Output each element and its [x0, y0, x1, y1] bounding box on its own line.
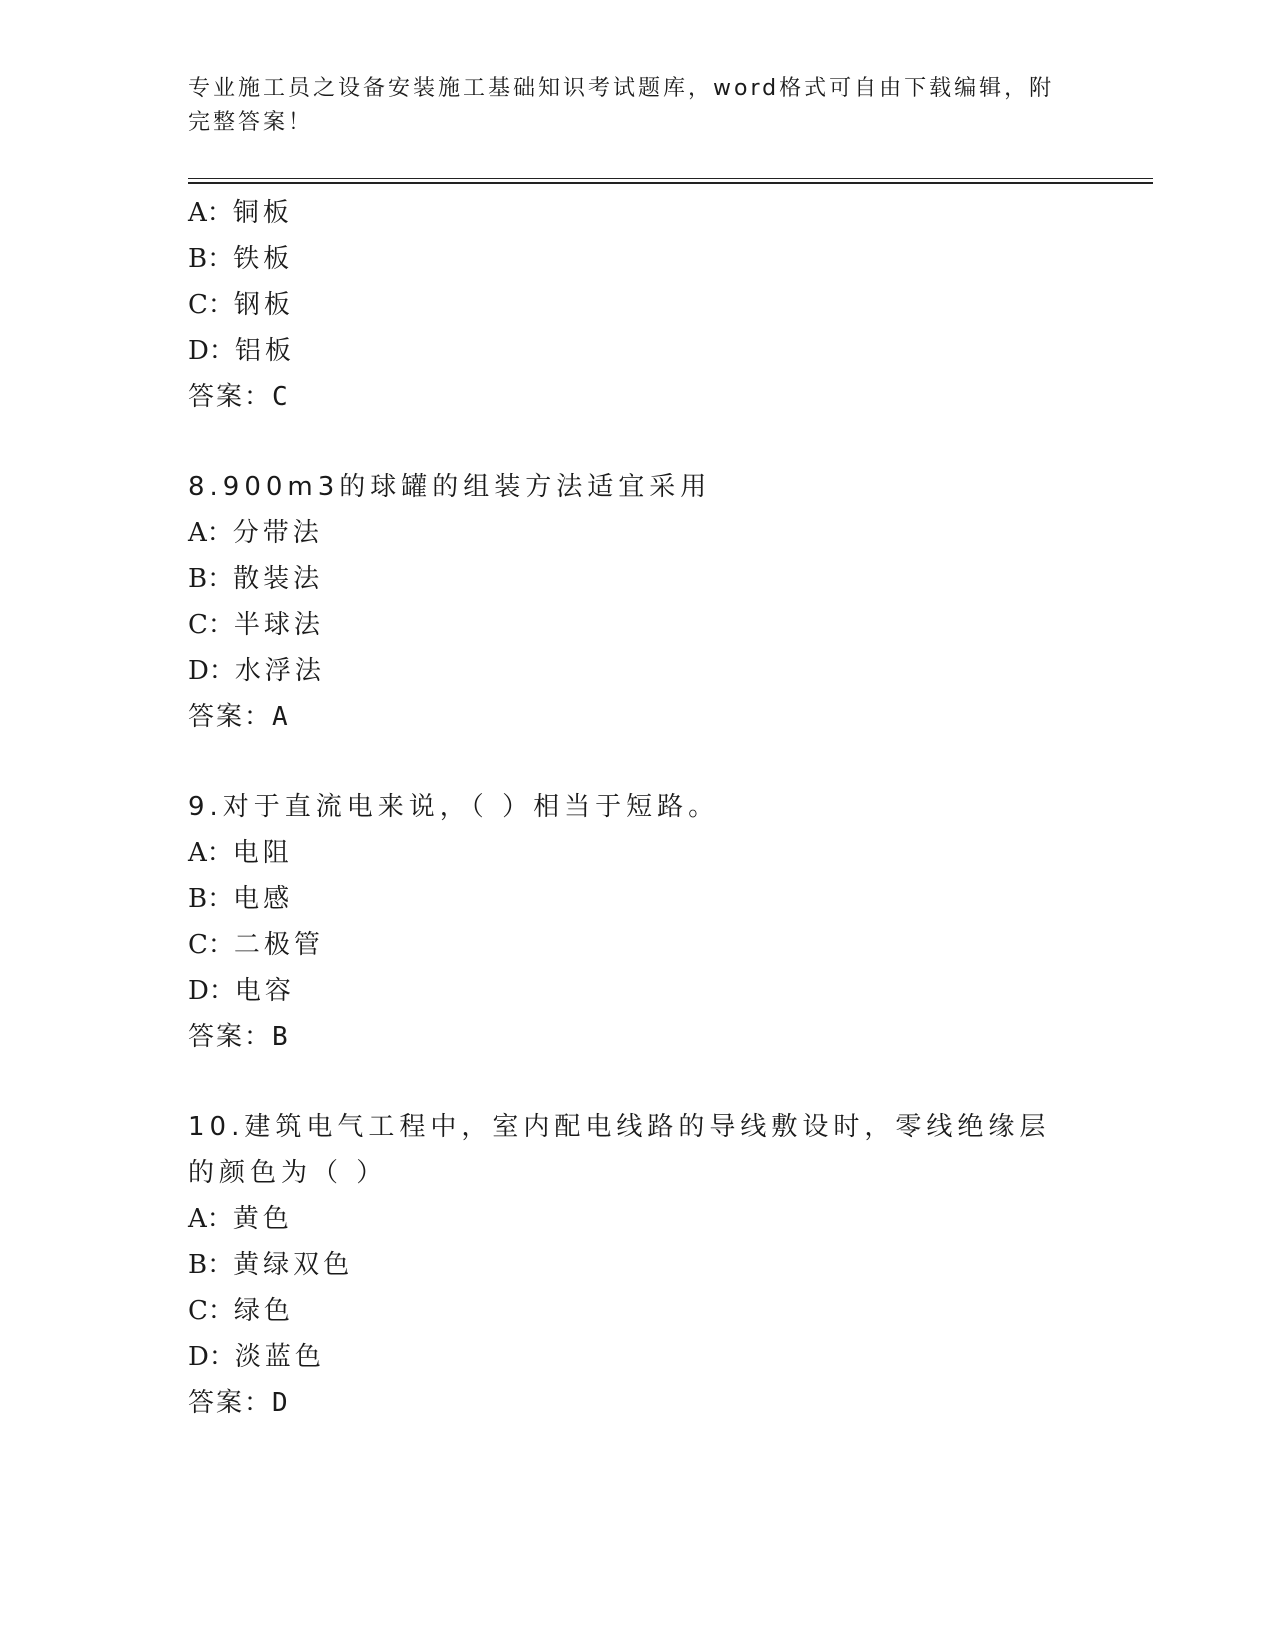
option-text: 二极管 — [233, 930, 324, 960]
option-letter: D： — [188, 656, 235, 686]
answer-value: D — [272, 1388, 290, 1418]
answer-label: 答案： — [188, 1022, 273, 1052]
option-text: 铁板 — [233, 244, 294, 274]
option-letter: C： — [188, 930, 234, 960]
header-rule-thick — [188, 182, 1153, 184]
question-block — [188, 464, 1148, 740]
option-a — [188, 1196, 1148, 1242]
block-spacer — [188, 1060, 1148, 1104]
question-block — [188, 1104, 1148, 1426]
option-d — [188, 1334, 1148, 1380]
option-letter: C： — [188, 1296, 234, 1326]
option-text: 淡蓝色 — [234, 1342, 325, 1372]
option-letter: A： — [188, 1204, 233, 1234]
option-d — [188, 968, 1148, 1014]
option-letter: C： — [188, 610, 234, 640]
answer-line — [188, 374, 1148, 420]
option-text: 铝板 — [234, 336, 295, 366]
option-text: 水浮法 — [234, 656, 325, 686]
answer-line — [188, 694, 1148, 740]
option-letter: A： — [188, 198, 233, 228]
block-spacer — [188, 740, 1148, 784]
option-a — [188, 190, 1148, 236]
document-header: 专业施工员之设备安装施工基础知识考试题库，word格式可自由下载编辑，附完整答案！ — [188, 76, 1055, 135]
option-text: 电容 — [234, 976, 295, 1006]
option-text: 铜板 — [232, 198, 293, 228]
option-b — [188, 236, 1148, 282]
answer-label: 答案： — [188, 702, 273, 732]
option-letter: B： — [188, 564, 234, 594]
option-c — [188, 282, 1148, 328]
option-b — [188, 556, 1148, 602]
answer-line — [188, 1014, 1148, 1060]
answer-value: C — [272, 382, 290, 412]
question-text: 8.900m3的球罐的组装方法适宜采用 — [188, 472, 712, 502]
block-spacer — [188, 420, 1148, 464]
question-text: 9.对于直流电来说，（ ）相当于短路。 — [188, 792, 720, 822]
question-block — [188, 190, 1148, 420]
option-letter: D： — [188, 976, 235, 1006]
option-b — [188, 1242, 1148, 1288]
option-d — [188, 648, 1148, 694]
option-letter: B： — [188, 244, 234, 274]
option-text: 散装法 — [233, 564, 324, 594]
answer-value: B — [272, 1022, 290, 1052]
option-text: 电阻 — [232, 838, 293, 868]
option-c — [188, 602, 1148, 648]
option-c — [188, 922, 1148, 968]
answer-label: 答案： — [188, 382, 273, 412]
option-letter: A： — [188, 518, 233, 548]
option-letter: D： — [188, 1342, 235, 1372]
option-letter: A： — [188, 838, 233, 868]
option-letter: B： — [188, 1250, 234, 1280]
option-text: 电感 — [233, 884, 294, 914]
option-c — [188, 1288, 1148, 1334]
question-list — [188, 190, 1148, 1426]
answer-line — [188, 1380, 1148, 1426]
option-b — [188, 876, 1148, 922]
option-letter: B： — [188, 884, 234, 914]
header-rule-thin — [188, 178, 1153, 179]
option-d — [188, 328, 1148, 374]
option-text: 绿色 — [233, 1296, 294, 1326]
question-block — [188, 784, 1148, 1060]
answer-value: A — [272, 702, 290, 732]
option-text: 分带法 — [232, 518, 323, 548]
option-letter: C： — [188, 290, 234, 320]
option-letter: D： — [188, 336, 235, 366]
question-text: 10.建筑电气工程中，室内配电线路的导线敷设时，零线绝缘层的颜色为（ ） — [188, 1112, 1051, 1188]
option-text: 半球法 — [233, 610, 324, 640]
option-text: 黄绿双色 — [233, 1250, 354, 1280]
option-a — [188, 830, 1148, 876]
option-text: 钢板 — [233, 290, 294, 320]
option-a — [188, 510, 1148, 556]
option-text: 黄色 — [232, 1204, 293, 1234]
answer-label: 答案： — [188, 1388, 273, 1418]
